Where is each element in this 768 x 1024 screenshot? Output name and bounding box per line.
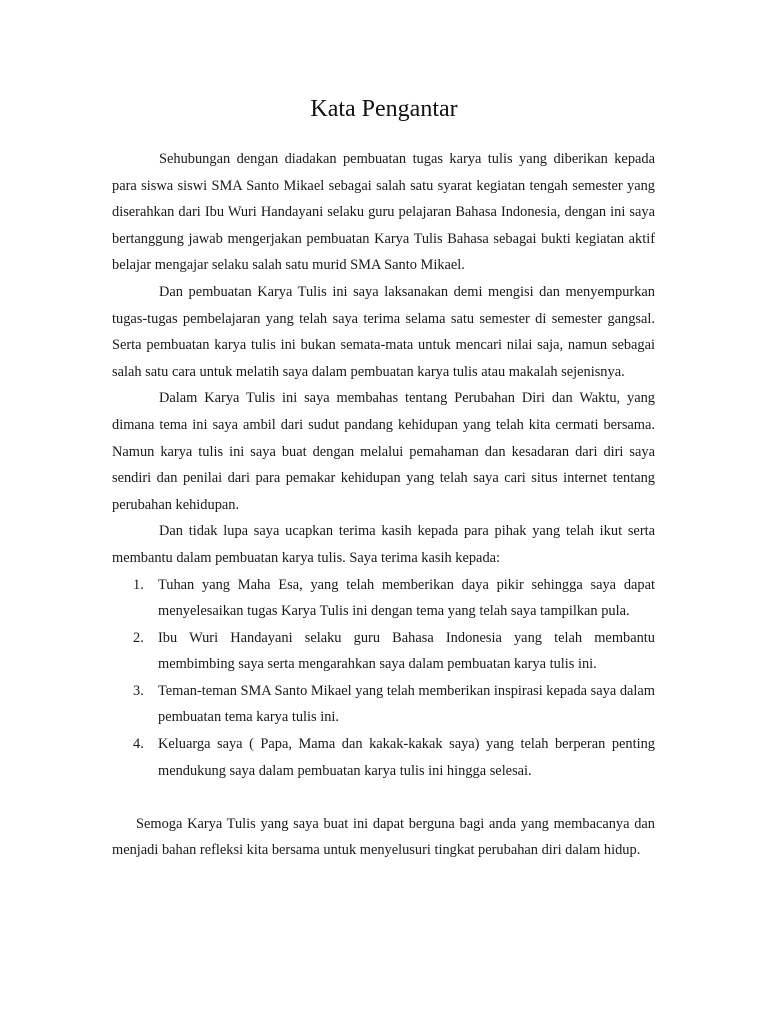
- list-item: [112, 625, 655, 678]
- page-title: Kata Pengantar: [310, 96, 458, 122]
- list-text: Teman-teman SMA Santo Mikael yang telah memberikan inspirasi kepada saya dalam pembuatan tema karya tulis ini.: [158, 682, 655, 726]
- list-item: [112, 572, 655, 625]
- thanks-list: [112, 572, 655, 785]
- list-text: Tuhan yang Maha Esa, yang telah memberikan daya pikir sehingga saya dapat menyelesaikan tugas Karya Tulis ini dengan tema yang telah saya tampilkan pula.: [158, 576, 655, 620]
- paragraph-closing: Semoga Karya Tulis yang saya buat ini dapat berguna bagi anda yang membacanya dan menjadi bahan refleksi kita bersama untuk menyelusuri tingkat perubahan diri dalam hidup.: [112, 815, 655, 859]
- paragraph-thanks: Dan tidak lupa saya ucapkan terima kasih kepada para pihak yang telah ikut serta membantu dalam pembuatan karya tulis. Saya terima kasih kepada:: [112, 523, 655, 566]
- list-item: [112, 678, 655, 731]
- list-text: Ibu Wuri Handayani selaku guru Bahasa Indonesia yang telah membantu membimbing saya serta mengarahkan saya dalam pembuatan karya tulis ini.: [158, 629, 655, 673]
- list-number: 1.: [133, 576, 144, 593]
- list-number: 2.: [133, 629, 144, 646]
- list-text: Keluarga saya ( Papa, Mama dan kakak-kakak saya) yang telah berperan penting mendukung saya dalam pembuatan karya tulis ini hingga selesai.: [158, 736, 655, 779]
- document-body: [112, 146, 655, 864]
- paragraph-topic: Dalam Karya Tulis ini saya membahas tentang Perubahan Diri dan Waktu, yang dimana tema ini saya ambil dari sudut pandang kehidupan yang telah kita cermati bersama. Namun karya tulis ini saya buat dengan melalui pemahaman dan kesadaran dari diri saya sendiri dan penilai dari para pemakar kehidupan yang telah saya cari situs internet tentang perubahan kehidupan.: [112, 390, 655, 513]
- list-item: [112, 731, 655, 784]
- paragraph-intro: Sehubungan dengan diadakan pembuatan tugas karya tulis yang diberikan kepada para siswa siswi SMA Santo Mikael sebagai salah satu syarat kegiatan tengah semester yang diserahkan dari Ibu Wuri Handayani selaku guru pelajaran Bahasa Indonesia, dengan ini saya bertanggung jawab mengerjakan pembuatan Karya Tulis Bahasa sebagai bukti kegiatan aktif belajar mengajar selaku salah satu murid SMA Santo Mikael.: [112, 151, 655, 274]
- list-number: 4.: [133, 736, 144, 753]
- paragraph-purpose: Dan pembuatan Karya Tulis ini saya laksanakan demi mengisi dan menyempurkan tugas-tugas pembelajaran yang telah saya terima selama satu semester di semester gangsal. Serta pembuatan karya tulis ini bukan semata-mata untuk mencari nilai saja, namun sebagai salah satu cara untuk melatih saya dalam pembuatan karya tulis atau makalah sejenisnya.: [112, 283, 655, 380]
- list-number: 3.: [133, 682, 144, 699]
